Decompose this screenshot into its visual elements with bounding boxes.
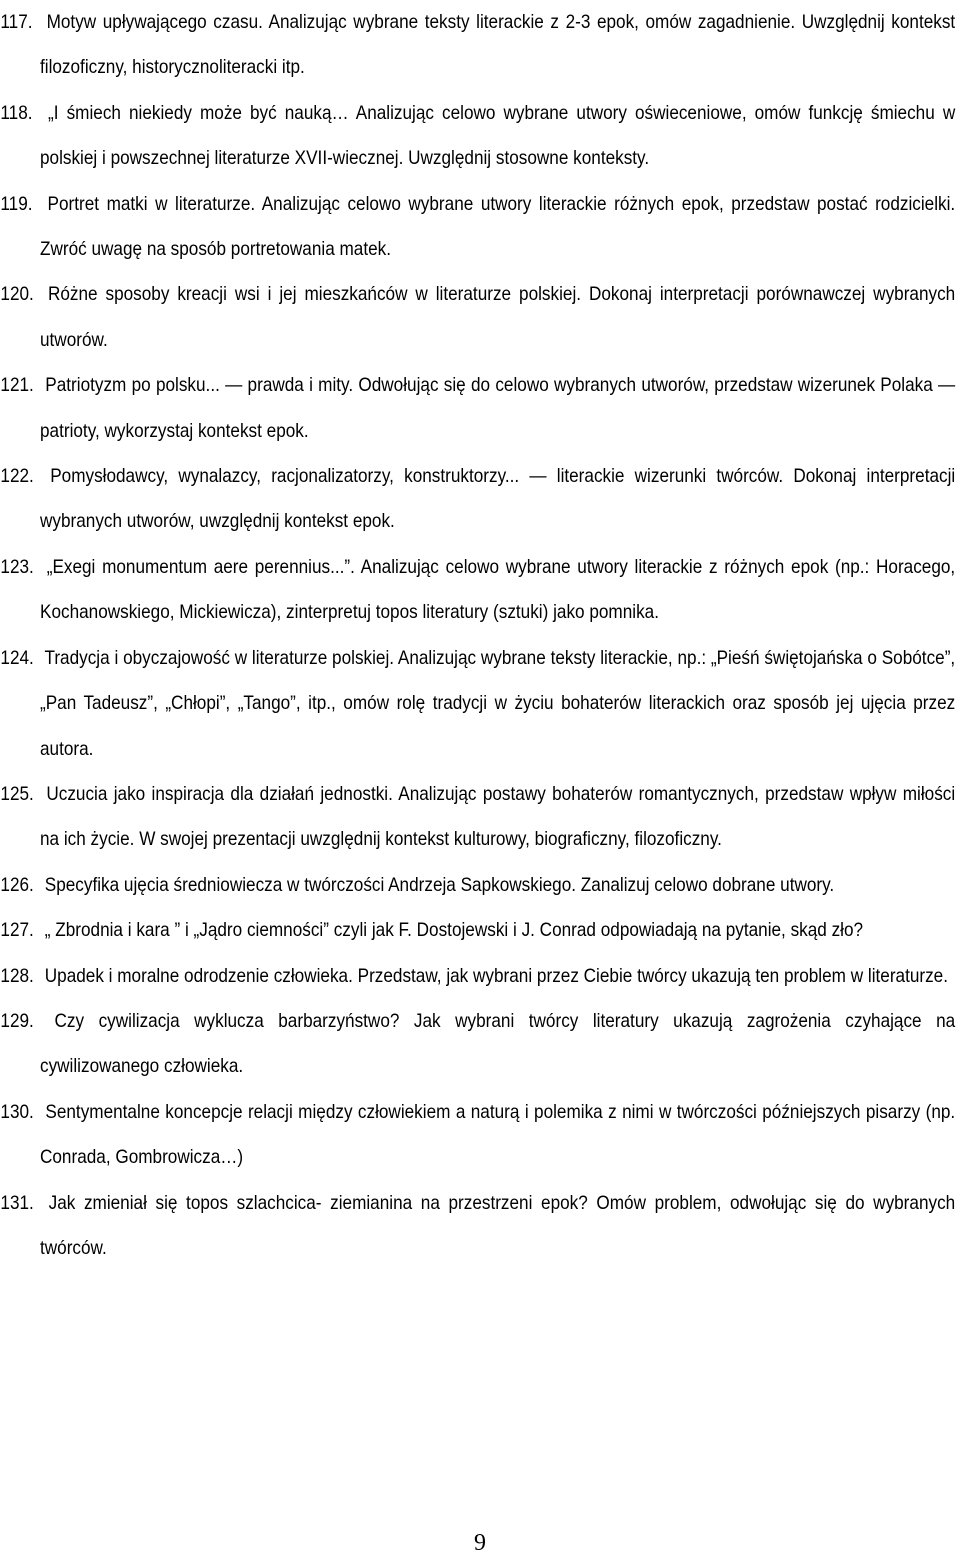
- topic-item: [0, 1090, 956, 1181]
- topic-text: Czy cywilizacja wyklucza barbarzyństwo? Jak wybrani twórcy literatury ukazują zagrożenia czyhające na cywilizowanego człowieka.: [40, 1009, 956, 1078]
- topic-text: Różne sposoby kreacji wsi i jej mieszkańców w literaturze polskiej. Dokonaj interpretacji porównawczej wybranych utworów.: [40, 283, 956, 351]
- topic-number: 124.: [0, 646, 34, 669]
- topic-item: [0, 772, 956, 863]
- topic-item: [0, 0, 956, 91]
- topic-number: 126.: [0, 873, 34, 896]
- topic-number: 125.: [0, 782, 34, 805]
- topic-number: 117.: [0, 11, 33, 33]
- topic-number: 121.: [0, 374, 34, 397]
- topic-text: Upadek i moralne odrodzenie człowieka. Przedstaw, jak wybrani przez Ciebie twórcy ukazują ten problem w literaturze.: [44, 964, 948, 987]
- topic-item: [0, 454, 956, 545]
- topic-item: [0, 272, 956, 363]
- topic-number: 122.: [0, 465, 34, 488]
- topic-number: 128.: [0, 964, 34, 987]
- topic-number: 118.: [0, 101, 33, 124]
- topic-text: Patriotyzm po polsku... — prawda i mity. Odwołując się do celowo wybranych utworów, przedstaw wizerunek Polaka — patrioty, wykorzystaj kontekst epok.: [40, 374, 956, 442]
- topic-text: „Exegi monumentum aere perennius...”. Analizując celowo wybrane utwory literackie z różnych epok (np.: Horacego, Kochanowskiego, Mickiewicza), zinterpretuj topos literatury (sztuki) jako pomnika.: [40, 555, 956, 624]
- topic-number: 127.: [0, 919, 34, 942]
- topic-text: „ Zbrodnia i kara ” i „Jądro ciemności” czyli jak F. Dostojewski i J. Conrad odpowiadają na pytanie, skąd zło?: [44, 919, 864, 942]
- topic-number: 119.: [0, 192, 33, 215]
- topic-item: [0, 182, 956, 273]
- topic-item: [0, 636, 956, 772]
- topic-number: 130.: [0, 1100, 34, 1123]
- topic-text: Specyfika ujęcia średniowiecza w twórczości Andrzeja Sapkowskiego. Zanalizuj celowo dobrane utwory.: [44, 873, 835, 896]
- topic-item: [0, 363, 956, 454]
- topic-item: [0, 863, 955, 908]
- topic-item: [0, 1181, 956, 1272]
- topic-number: 131.: [0, 1191, 34, 1214]
- topic-number: 129.: [0, 1009, 34, 1032]
- topic-text: Jak zmieniał się topos szlachcica- ziemianina na przestrzeni epok? Omów problem, odwołując się do wybranych twórców.: [40, 1191, 956, 1259]
- topic-item: [0, 954, 955, 999]
- page-number: 9: [474, 1530, 486, 1556]
- topic-text: Motyw upływającego czasu. Analizując wybrane teksty literackie z 2-3 epok, omów zagadnienie. Uwzględnij kontekst filozoficzny, historycznoliteracki itp.: [40, 11, 956, 79]
- topic-text: „I śmiech niekiedy może być nauką… Analizując celowo wybrane utwory oświeceniowe, omów funkcję śmiechu w polskiej i powszechnej literaturze XVII-wiecznej. Uwzględnij stosowne konteksty.: [40, 101, 956, 170]
- topic-text: Pomysłodawcy, wynalazcy, racjonalizatorzy, konstruktorzy... — literackie wizerunki twórców. Dokonaj interpretacji wybranych utworów, uwzględnij kontekst epok.: [40, 465, 956, 533]
- topic-item: [0, 999, 956, 1090]
- topic-item: [0, 908, 955, 953]
- topic-item: [0, 545, 956, 636]
- topic-text: Tradycja i obyczajowość w literaturze polskiej. Analizując wybrane teksty literackie, np.: „Pieśń świętojańska o Sobótce”, „Pan Tadeusz”, „Chłopi”, „Tango”, itp., omów rolę tradycji w życiu bohaterów literackich oraz sposób jej ujęcia przez autora.: [40, 646, 956, 760]
- topic-number: 123.: [0, 555, 34, 578]
- topic-text: Uczucia jako inspiracja dla działań jednostki. Analizując postawy bohaterów romantycznych, przedstaw wpływ miłości na ich życie. W swojej prezentacji uwzględnij kontekst kulturowy, biograficzny, filozoficzny.: [40, 782, 956, 851]
- topic-text: Portret matki w literaturze. Analizując celowo wybrane utwory literackie różnych epok, przedstaw postać rodzicielki. Zwróć uwagę na sposób portretowania matek.: [40, 192, 956, 261]
- topic-item: [0, 91, 956, 182]
- topic-text: Sentymentalne koncepcje relacji między człowiekiem a naturą i polemika z nimi w twórczości późniejszych pisarzy (np. Conrada, Gombrowicza…): [40, 1100, 956, 1169]
- topic-number: 120.: [0, 283, 34, 306]
